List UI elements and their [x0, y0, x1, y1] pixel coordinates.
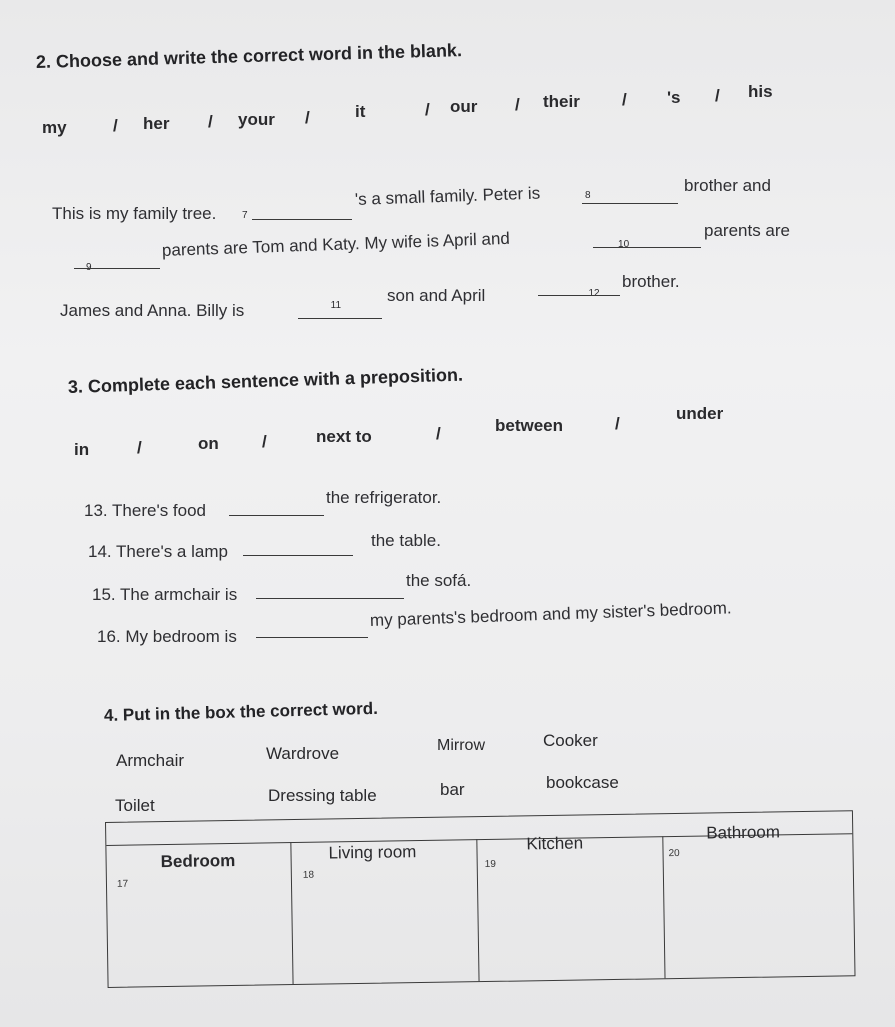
- word-option: next to: [316, 427, 372, 446]
- separator: /: [137, 438, 142, 457]
- blank-number: 10: [618, 239, 630, 250]
- blank-16[interactable]: [256, 637, 368, 638]
- sentence-text: the table.: [371, 531, 441, 550]
- blank-9[interactable]: [74, 268, 160, 269]
- word-option: between: [495, 416, 564, 435]
- section2-heading: 2. Choose and write the correct word in the blank.: [35, 40, 463, 72]
- word-option: my: [42, 118, 67, 137]
- answer-cell-bedroom[interactable]: [106, 844, 291, 987]
- sentence-text: the sofá.: [406, 571, 472, 590]
- sentence-text: brother.: [622, 272, 680, 291]
- sentence-text: parents are: [704, 221, 790, 240]
- answer-cell-kitchen[interactable]: [478, 838, 663, 981]
- word-option: it: [355, 102, 366, 121]
- separator: /: [622, 90, 627, 109]
- word-option: Armchair: [116, 751, 185, 770]
- word-option: 's: [667, 88, 681, 107]
- sentence-text: James and Anna. Billy is: [60, 301, 245, 320]
- cell-number: 18: [302, 869, 315, 881]
- room-table: [105, 810, 856, 988]
- sentence-text: the refrigerator.: [326, 488, 442, 507]
- word-option: Cooker: [543, 731, 598, 750]
- cell-number: 17: [116, 878, 129, 890]
- separator: /: [305, 108, 310, 127]
- word-option: Dressing table: [268, 786, 377, 805]
- word-option: bookcase: [546, 773, 619, 792]
- word-option: his: [748, 82, 773, 101]
- word-option: their: [543, 92, 580, 111]
- sentence-text: 16. My bedroom is: [97, 627, 237, 646]
- sentence-text: parents are Tom and Katy. My wife is April and: [161, 228, 511, 260]
- blank-15[interactable]: [256, 598, 404, 599]
- word-option: your: [238, 110, 275, 129]
- blank-number: 12: [588, 288, 600, 299]
- sentence-text: my parents's bedroom and my sister's bedroom.: [369, 598, 732, 630]
- blank-14[interactable]: [243, 555, 353, 556]
- separator: /: [436, 424, 441, 443]
- sentence-text: 's a small family. Peter is: [354, 183, 541, 209]
- sentence-text: 14. There's a lamp: [88, 542, 228, 561]
- blank-number: 8: [585, 190, 591, 201]
- word-option: bar: [440, 780, 465, 799]
- sentence-text: 15. The armchair is: [92, 585, 238, 604]
- word-option: under: [676, 404, 724, 423]
- word-option: in: [74, 440, 90, 459]
- word-option: on: [198, 434, 219, 453]
- answer-cell-living-room[interactable]: [292, 841, 477, 984]
- separator: /: [208, 112, 213, 131]
- blank-number: 7: [242, 210, 248, 221]
- separator: /: [425, 100, 430, 119]
- word-option: Toilet: [115, 796, 155, 815]
- sentence-text: 13. There's food: [84, 501, 207, 520]
- table-header-kitchen: Kitchen: [526, 833, 584, 854]
- separator: /: [262, 432, 267, 451]
- blank-8[interactable]: [582, 203, 678, 204]
- blank-number: 11: [330, 300, 342, 311]
- section4-heading: 4. Put in the box the correct word.: [103, 698, 379, 725]
- word-option: Mirrow: [437, 737, 485, 754]
- blank-7[interactable]: [252, 219, 352, 220]
- cell-number: 20: [668, 847, 680, 860]
- separator: /: [615, 414, 620, 433]
- separator: /: [515, 95, 520, 114]
- table-header-bedroom: Bedroom: [160, 850, 236, 872]
- blank-13[interactable]: [229, 515, 324, 516]
- blank-11[interactable]: [298, 318, 382, 319]
- answer-cell-bathroom[interactable]: [664, 835, 854, 978]
- word-option: Wardrove: [266, 744, 340, 763]
- blank-number: 9: [86, 262, 92, 273]
- word-option: her: [143, 114, 170, 133]
- sentence-text: brother and: [684, 176, 771, 195]
- table-header-bathroom: Bathroom: [706, 822, 781, 843]
- blank-12[interactable]: [538, 295, 620, 296]
- sentence-text: This is my family tree.: [52, 204, 217, 223]
- section3-heading: 3. Complete each sentence with a preposition.: [67, 364, 464, 397]
- separator: /: [113, 116, 118, 135]
- cell-number: 19: [484, 858, 496, 871]
- word-option: our: [450, 97, 478, 116]
- blank-10[interactable]: [593, 247, 701, 248]
- sentence-text: son and April: [387, 286, 486, 305]
- separator: /: [715, 86, 720, 105]
- table-header-living-room: Living room: [328, 842, 417, 863]
